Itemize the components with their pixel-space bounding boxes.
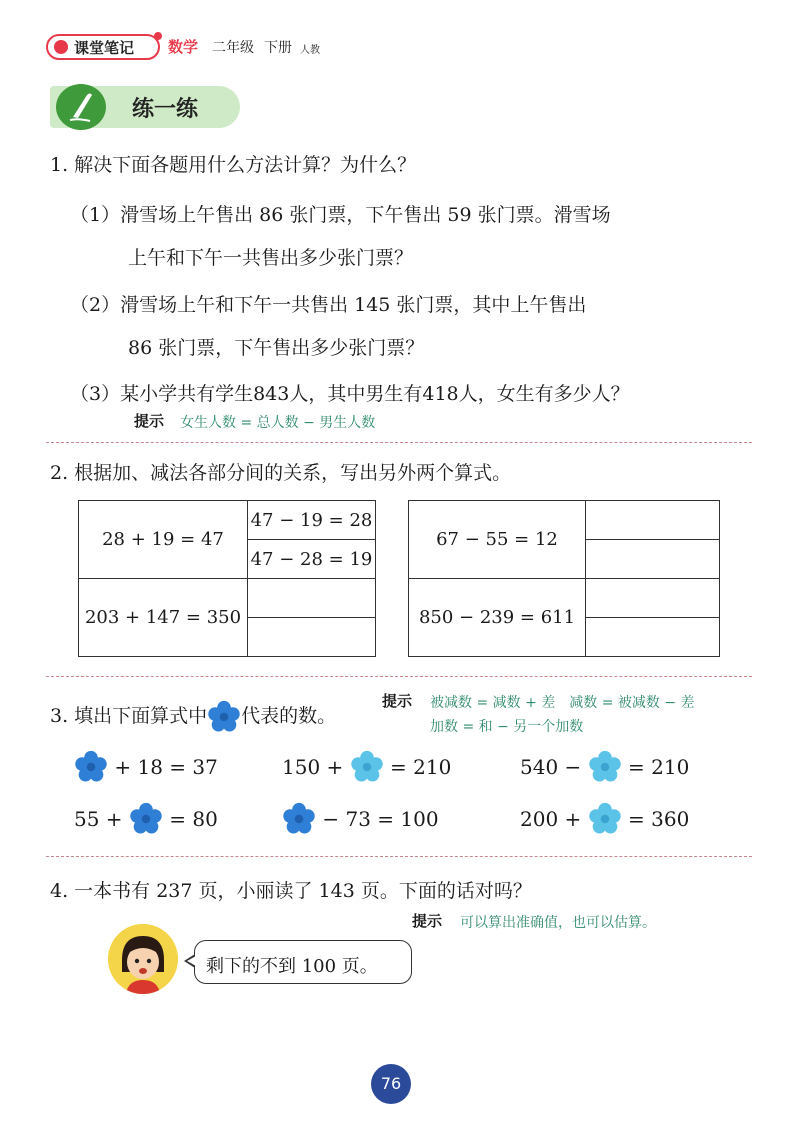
q3-hint-line2: 加数 = 和 − 另一个加数 <box>430 719 584 735</box>
equation-text: 150 + <box>282 755 344 779</box>
divider <box>46 856 752 857</box>
flower-icon[interactable] <box>350 750 384 784</box>
q3-equation-1 <box>74 750 218 784</box>
flower-icon[interactable] <box>588 750 622 784</box>
q4-hint-label: 提示 <box>412 912 443 930</box>
equation-text: = 360 <box>628 807 690 831</box>
q1-part1-line2: 上午和下午一共售出多少张门票？ <box>128 247 414 269</box>
equation-text: = 80 <box>169 807 218 831</box>
q1-stem: 1. 解决下面各题用什么方法计算？为什么？ <box>50 154 417 176</box>
smiley-icon <box>54 40 68 54</box>
q2-right-table <box>408 500 720 657</box>
q4-hint-text: 可以算出准确值，也可以估算。 <box>460 915 656 931</box>
table-cell-answer-blank[interactable] <box>586 501 720 540</box>
speech-text: 剩下的不到 100 页。 <box>206 956 378 977</box>
q3-stem <box>50 700 336 734</box>
q4-stem: 4. 一本书有 237 页，小丽读了 143 页。下面的话对吗？ <box>50 880 532 902</box>
q3-hint-label: 提示 <box>382 692 413 710</box>
equation-text: − 73 = 100 <box>322 807 439 831</box>
table-cell-answer: 47 − 19 = 28 <box>248 501 376 540</box>
header-grade: 二年级 <box>212 40 254 56</box>
equation-text: = 210 <box>390 755 452 779</box>
q1-hint-text: 女生人数 = 总人数 − 男生人数 <box>180 415 376 431</box>
q3-stem-before: 3. 填出下面算式中 <box>50 705 208 727</box>
header-volume: 下册 <box>264 40 292 56</box>
table-cell-given: 67 − 55 = 12 <box>409 501 586 579</box>
notes-badge-label: 课堂笔记 <box>74 39 135 57</box>
q1-part3: （3）某小学共有学生843人，其中男生有418人，女生有多少人？ <box>70 383 630 405</box>
equation-text: 540 − <box>520 755 582 779</box>
q3-equation-4 <box>74 802 218 836</box>
table-cell-given: 28 + 19 = 47 <box>79 501 248 579</box>
table-cell-answer-blank[interactable] <box>586 540 720 579</box>
q3-hint-line1: 被减数 = 减数 + 差 减数 = 被减数 − 差 <box>430 695 695 711</box>
q3-equation-5 <box>282 802 439 836</box>
flower-icon <box>207 700 241 734</box>
q1-part2-line1: （2）滑雪场上午和下午一共售出 145 张门票，其中上午售出 <box>70 294 587 316</box>
table-cell-given: 850 − 239 = 611 <box>409 579 586 657</box>
header-subject: 数学 <box>168 38 199 56</box>
table-cell-given: 203 + 147 = 350 <box>79 579 248 657</box>
divider <box>46 676 752 677</box>
equation-text: 55 + <box>74 807 123 831</box>
flower-icon[interactable] <box>588 802 622 836</box>
table-cell-answer-blank[interactable] <box>248 618 376 657</box>
table-cell-answer-blank[interactable] <box>586 618 720 657</box>
section-title: 练一练 <box>132 97 199 122</box>
q2-left-table <box>78 500 376 657</box>
table-cell-answer: 47 − 28 = 19 <box>248 540 376 579</box>
q3-equation-2 <box>282 750 451 784</box>
table-cell-answer-blank[interactable] <box>248 579 376 618</box>
divider <box>46 442 752 443</box>
flower-icon[interactable] <box>282 802 316 836</box>
q1-part1-line1: （1）滑雪场上午售出 86 张门票，下午售出 59 张门票。滑雪场 <box>70 204 611 226</box>
speech-bubble-tail-fill <box>187 956 196 966</box>
girl-avatar <box>108 924 178 994</box>
q3-equation-3 <box>520 750 689 784</box>
table-cell-answer-blank[interactable] <box>586 579 720 618</box>
notes-badge <box>46 34 160 60</box>
flower-icon[interactable] <box>129 802 163 836</box>
q2-stem: 2. 根据加、减法各部分间的关系，写出另外两个算式。 <box>50 462 512 484</box>
pen-icon <box>56 84 106 130</box>
equation-text: + 18 = 37 <box>114 755 218 779</box>
equation-text: = 210 <box>628 755 690 779</box>
equation-text: 200 + <box>520 807 582 831</box>
q3-stem-after: 代表的数。 <box>241 705 337 727</box>
page-number: 76 <box>371 1064 411 1104</box>
q1-hint-label: 提示 <box>134 412 165 430</box>
badge-corner-dot <box>154 32 162 40</box>
q1-part2-line2: 86 张门票，下午售出多少张门票？ <box>128 337 425 359</box>
header-publisher: 人教 <box>300 45 320 56</box>
q3-equation-6 <box>520 802 689 836</box>
flower-icon[interactable] <box>74 750 108 784</box>
